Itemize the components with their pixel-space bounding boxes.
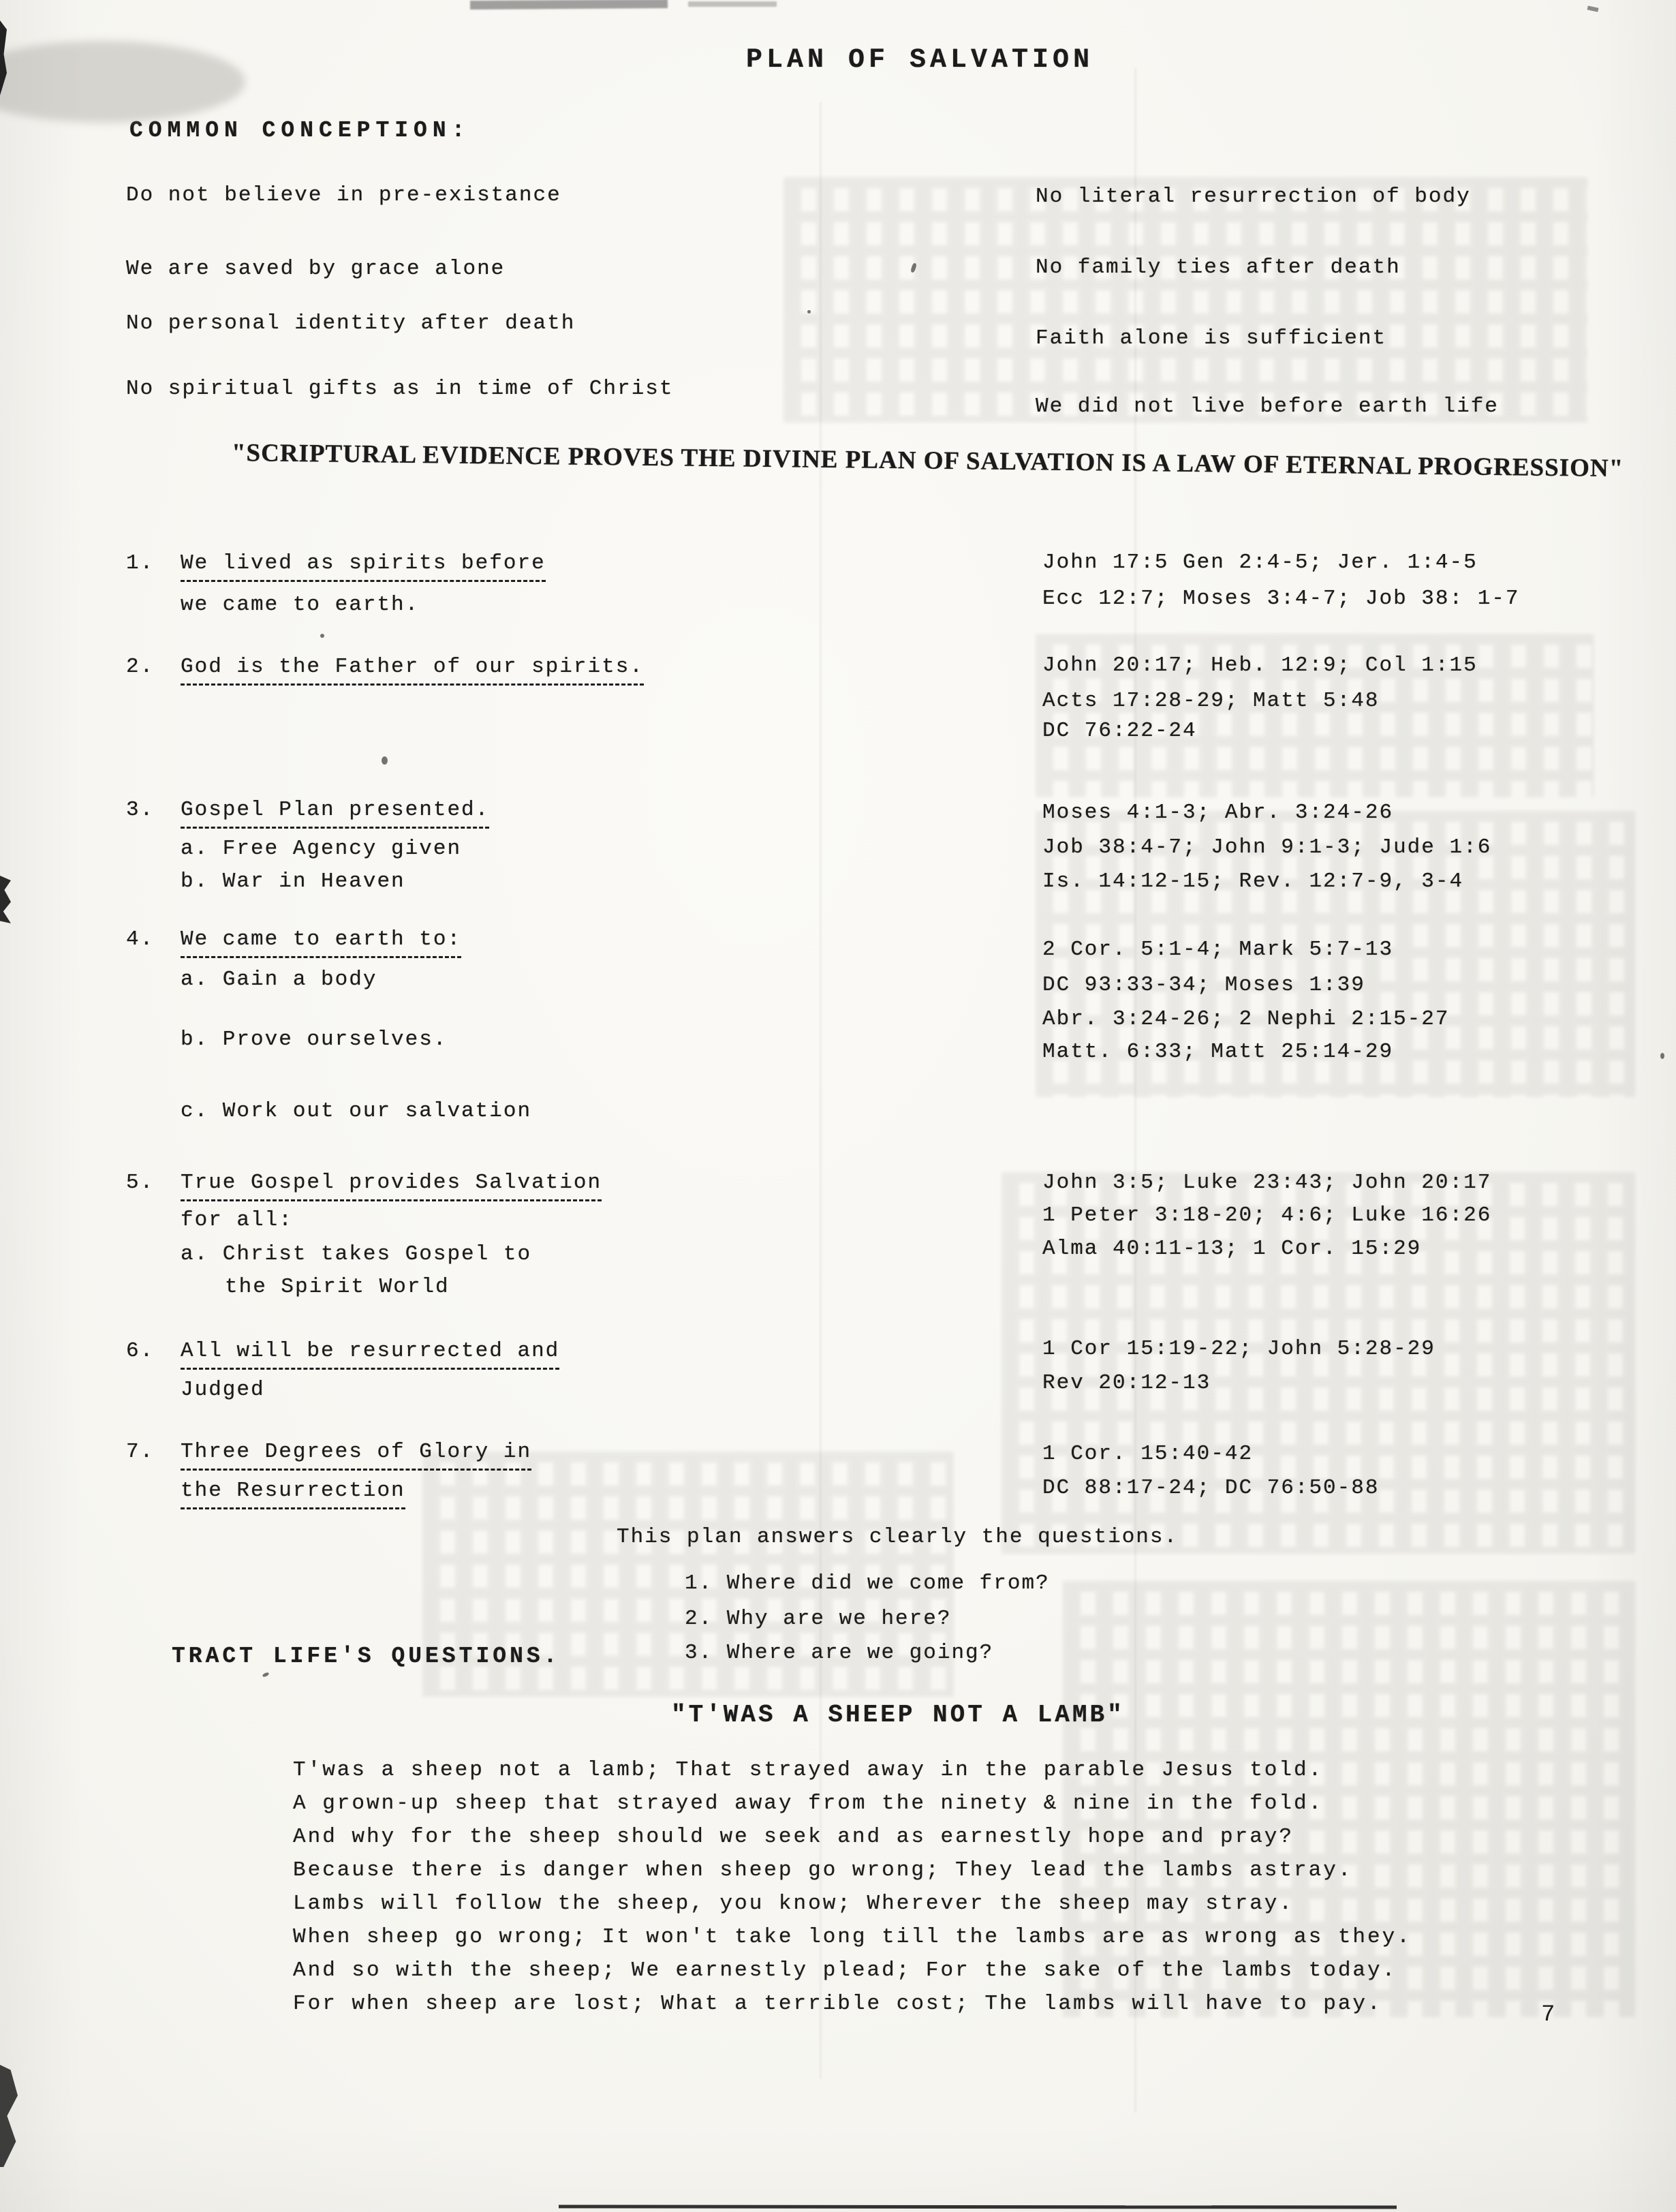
- point-2-ref-3: DC 76:22-24: [1042, 719, 1197, 743]
- scan-speck: [910, 262, 917, 273]
- point-4-ref-1: 2 Cor. 5:1-4; Mark 5:7-13: [1042, 938, 1394, 962]
- point-5-line2: for all:: [181, 1208, 293, 1232]
- scan-speck: [262, 1672, 269, 1678]
- poem-line-5: Lambs will follow the sheep, you know; Wherever the sheep may stray.: [293, 1892, 1294, 1916]
- point-4-title: We came to earth to:: [181, 927, 461, 952]
- point-6-ref-1: 1 Cor 15:19-22; John 5:28-29: [1042, 1337, 1436, 1361]
- belief-right-3: Faith alone is sufficient: [1036, 326, 1387, 350]
- point-5-ref-1: John 3:5; Luke 23:43; John 20:17: [1042, 1171, 1492, 1195]
- scan-edge-streak: [470, 0, 668, 10]
- point-5-sub-a-cont: the Spirit World: [225, 1275, 450, 1299]
- poem-line-4: Because there is danger when sheep go wrong; They lead the lambs astray.: [293, 1858, 1353, 1882]
- scan-speck: [1660, 1053, 1664, 1059]
- point-4-ref-2: DC 93:33-34; Moses 1:39: [1042, 973, 1365, 997]
- point-5-ref-3: Alma 40:11-13; 1 Cor. 15:29: [1042, 1237, 1422, 1261]
- belief-left-1: Do not believe in pre-existance: [126, 183, 561, 207]
- scan-speck: [382, 756, 388, 765]
- point-4-ref-4: Matt. 6:33; Matt 25:14-29: [1042, 1040, 1394, 1064]
- belief-right-1: No literal resurrection of body: [1036, 185, 1471, 209]
- point-3-sub-b: b. War in Heaven: [181, 870, 405, 893]
- answers-question-3: 3. Where are we going?: [685, 1641, 994, 1665]
- point-4-ref-3: Abr. 3:24-26; 2 Nephi 2:15-27: [1042, 1007, 1450, 1031]
- page-title: PLAN OF SALVATION: [746, 45, 1094, 76]
- point-3-ref-2: Job 38:4-7; John 9:1-3; Jude 1:6: [1042, 835, 1492, 859]
- point-4-sub-a: a. Gain a body: [181, 968, 377, 992]
- point-4-sub-b: b. Prove ourselves.: [181, 1028, 448, 1051]
- thesis-quote-suffix: OF ETERNAL PROGRESSION": [1236, 450, 1624, 483]
- belief-left-2: We are saved by grace alone: [126, 257, 506, 281]
- poem-line-8: For when sheep are lost; What a terrible cost; The lambs will have to pay.: [293, 1992, 1382, 2016]
- scan-speck: [807, 310, 811, 313]
- belief-left-3: No personal identity after death: [126, 311, 576, 335]
- answers-intro: This plan answers clearly the questions.: [617, 1525, 1179, 1549]
- point-7-ref-1: 1 Cor. 15:40-42: [1042, 1442, 1254, 1466]
- poem-heading: "T'WAS A SHEEP NOT A LAMB": [671, 1701, 1125, 1729]
- point-7-number: 7.: [126, 1440, 155, 1464]
- point-3-title: Gospel Plan presented.: [181, 798, 489, 823]
- thesis-quote: [232, 439, 1624, 484]
- poem-line-3: And why for the sheep should we seek and as earnestly hope and pray?: [293, 1825, 1294, 1849]
- point-1-title: We lived as spirits before: [181, 551, 546, 576]
- scan-edge-streak: [688, 1, 777, 7]
- point-3-number: 3.: [126, 798, 155, 822]
- point-2-number: 2.: [126, 655, 155, 679]
- point-3-sub-a: a. Free Agency given: [181, 837, 462, 861]
- point-7-title: Three Degrees of Glory in: [181, 1440, 531, 1464]
- point-1-number: 1.: [126, 551, 155, 575]
- point-2-ref-2: Acts 17:28-29; Matt 5:48: [1042, 689, 1380, 713]
- answers-question-1: 1. Where did we come from?: [685, 1571, 1050, 1595]
- point-6-title: All will be resurrected and: [181, 1339, 559, 1364]
- poem-line-7: And so with the sheep; We earnestly plead; For the sake of the lambs today.: [293, 1958, 1397, 1982]
- scan-bottom-line: [559, 2205, 1397, 2209]
- common-conception-heading: COMMON CONCEPTION:: [129, 118, 471, 143]
- bleed-through-smudge: [783, 177, 1587, 423]
- point-3-ref-1: Moses 4:1-3; Abr. 3:24-26: [1042, 801, 1394, 825]
- tract-label: TRACT LIFE'S QUESTIONS.: [172, 1644, 561, 1669]
- point-1-ref-1: John 17:5 Gen 2:4-5; Jer. 1:4-5: [1042, 551, 1478, 574]
- point-5-sub-a: a. Christ takes Gospel to: [181, 1242, 532, 1266]
- point-6-line2: Judged: [181, 1378, 265, 1402]
- thesis-quote-prefix: "SCRIPTURAL EVIDENCE PROVES THE DIVINE PLAN OF SALVATION IS A: [231, 439, 1177, 478]
- point-3-ref-3: Is. 14:12-15; Rev. 12:7-9, 3-4: [1042, 870, 1464, 893]
- scan-edge-mark: [0, 876, 11, 923]
- belief-left-4: No spiritual gifts as in time of Christ: [126, 377, 674, 401]
- point-2-title: God is the Father of our spirits.: [181, 655, 644, 679]
- point-4-sub-c: c. Work out our salvation: [181, 1099, 532, 1123]
- point-6-ref-2: Rev 20:12-13: [1042, 1371, 1211, 1395]
- thesis-quote-emphasis: LAW: [1177, 449, 1237, 478]
- belief-right-4: We did not live before earth life: [1036, 395, 1499, 418]
- scan-speck: [1587, 5, 1599, 12]
- scan-edge-mark: [0, 2065, 18, 2167]
- point-7-line2: the Resurrection: [181, 1479, 405, 1503]
- point-6-number: 6.: [126, 1339, 155, 1363]
- scan-smudge: [0, 41, 245, 123]
- page-number: 7: [1541, 2002, 1556, 2028]
- scan-speck: [320, 634, 324, 638]
- belief-right-2: No family ties after death: [1036, 256, 1401, 279]
- point-7-ref-2: DC 88:17-24; DC 76:50-88: [1042, 1476, 1380, 1500]
- point-1-ref-2: Ecc 12:7; Moses 3:4-7; Job 38: 1-7: [1042, 587, 1520, 611]
- point-5-number: 5.: [126, 1171, 155, 1195]
- poem-line-6: When sheep go wrong; It won't take long till the lambs are as wrong as they.: [293, 1925, 1412, 1949]
- poem-line-1: T'was a sheep not a lamb; That strayed away in the parable Jesus told.: [293, 1758, 1324, 1782]
- point-4-number: 4.: [126, 927, 155, 951]
- point-5-title: True Gospel provides Salvation: [181, 1171, 602, 1195]
- point-2-ref-1: John 20:17; Heb. 12:9; Col 1:15: [1042, 654, 1478, 677]
- point-5-ref-2: 1 Peter 3:18-20; 4:6; Luke 16:26: [1042, 1203, 1492, 1227]
- poem-line-2: A grown-up sheep that strayed away from the ninety & nine in the fold.: [293, 1792, 1324, 1815]
- point-1-line2: we came to earth.: [181, 593, 420, 617]
- scan-edge-mark: [0, 20, 7, 95]
- answers-question-2: 2. Why are we here?: [685, 1607, 952, 1631]
